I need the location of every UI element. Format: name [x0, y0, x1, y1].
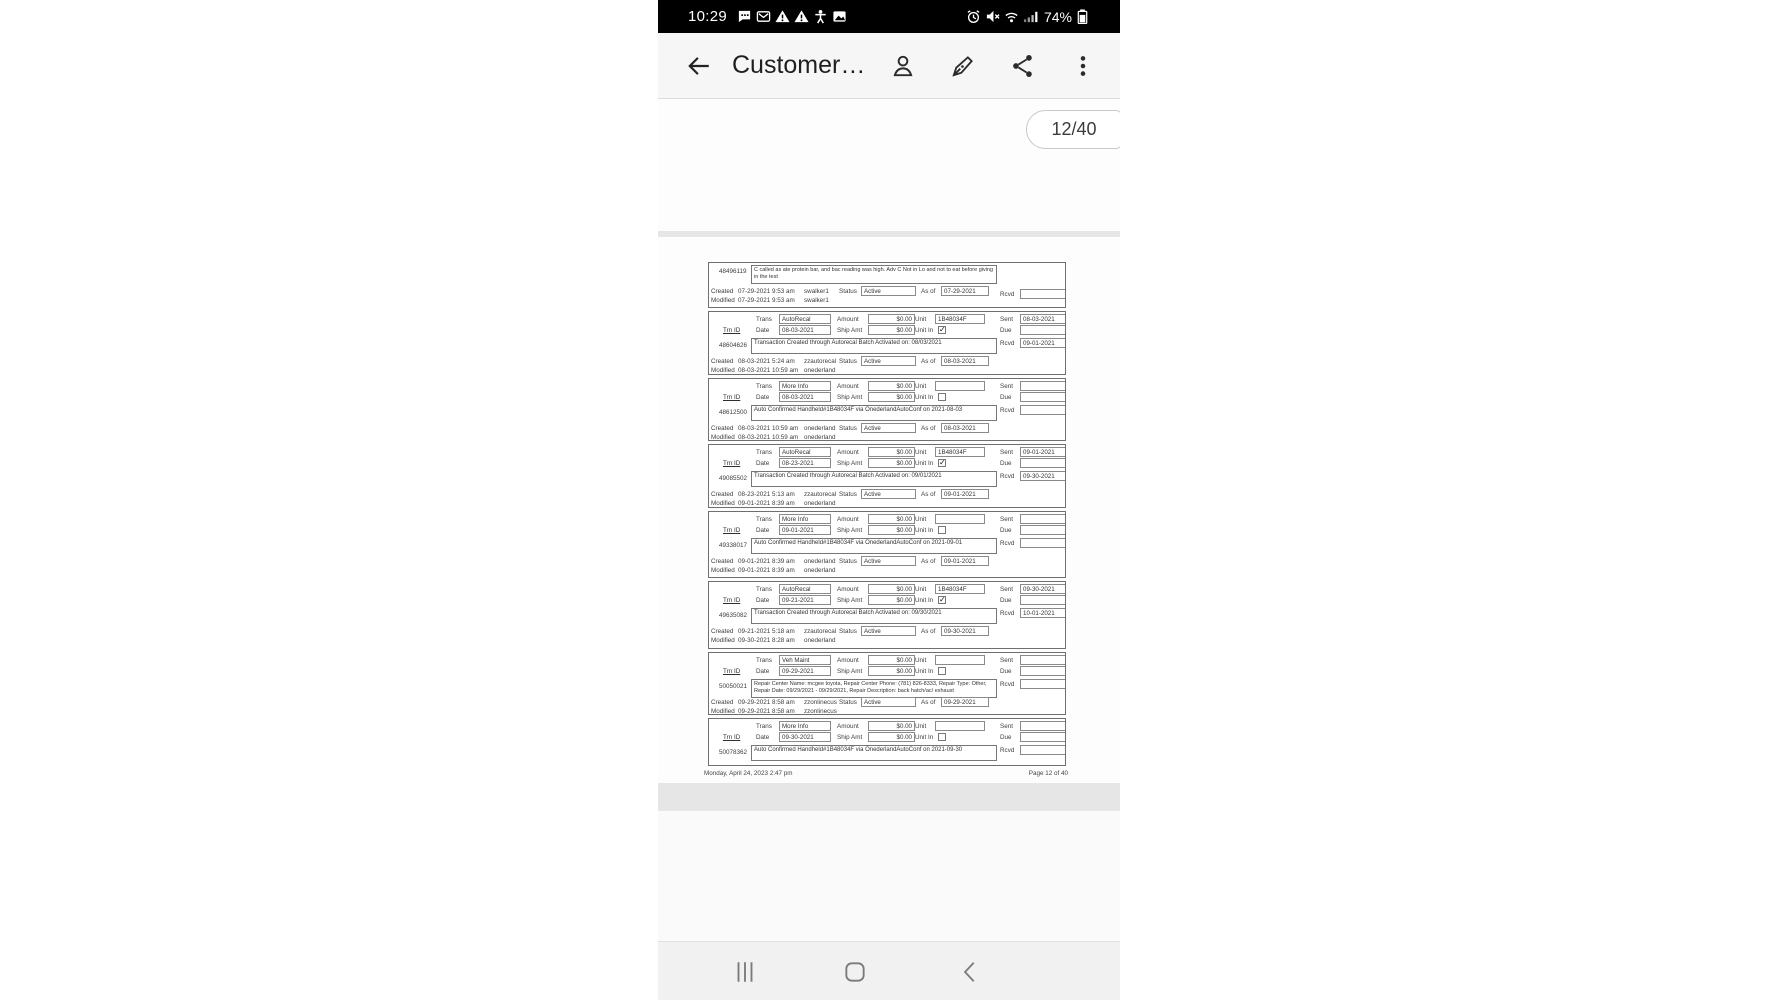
- amount-label: Amount: [837, 383, 859, 390]
- created-user: onederland: [804, 425, 836, 432]
- back-icon[interactable]: [958, 959, 984, 985]
- created-user: onederland: [804, 558, 836, 565]
- modified-user: onederland: [804, 500, 836, 507]
- unit-field: [935, 721, 985, 731]
- transaction-block: [708, 311, 1066, 375]
- sent-label: Sent: [1000, 449, 1013, 456]
- unit-field: 1B48034F: [935, 584, 985, 594]
- created-label: Created: [711, 491, 734, 498]
- created-datetime: 07-29-2021 9:53 am: [738, 288, 795, 295]
- due-label: Due: [1000, 668, 1012, 675]
- unit-in-label: Unit In: [915, 394, 934, 401]
- status-right-icons: [966, 9, 1094, 25]
- unit-in-checkbox: [938, 667, 946, 675]
- date-field: 09-21-2021: [779, 595, 831, 605]
- status-label: Status: [839, 358, 857, 365]
- trans-label: Trans: [756, 516, 772, 523]
- android-nav-bar: [658, 941, 1120, 1000]
- modified-label: Modified: [711, 708, 735, 715]
- app-bar: [658, 33, 1120, 99]
- sent-field: [1020, 514, 1066, 524]
- unit-field: [935, 655, 985, 665]
- modified-user: zzonlinecus: [804, 708, 837, 715]
- document-title: Customer…: [732, 51, 866, 79]
- unit-in-label: Unit In: [915, 527, 934, 534]
- trn-id-link[interactable]: Trn ID: [723, 734, 741, 741]
- as-of-field: 08-03-2021: [941, 356, 989, 366]
- as-of-label: As of: [921, 558, 936, 565]
- modified-user: onederland: [804, 567, 836, 574]
- amount-field: $0.00: [868, 514, 915, 524]
- status-field: Active: [861, 489, 916, 499]
- transaction-block: [708, 581, 1066, 649]
- recents-icon[interactable]: [732, 959, 758, 985]
- date-field: 08-03-2021: [779, 325, 831, 335]
- modified-datetime: 09-01-2021 8:39 am: [738, 567, 795, 574]
- transaction-id: 48496119: [719, 268, 747, 275]
- rcvd-field: 09-30-2021: [1020, 471, 1066, 481]
- due-field: [1020, 392, 1066, 402]
- unit-in-checkbox: [938, 596, 946, 604]
- due-field: [1020, 325, 1066, 335]
- due-field: [1020, 595, 1066, 605]
- trans-label: Trans: [756, 657, 772, 664]
- ship-amt-label: Ship Amt: [837, 327, 863, 334]
- rcvd-field: [1020, 289, 1066, 299]
- due-label: Due: [1000, 527, 1012, 534]
- trans-label: Trans: [756, 723, 772, 730]
- due-label: Due: [1000, 394, 1012, 401]
- unit-label: Unit: [915, 723, 927, 730]
- as-of-field: 09-29-2021: [941, 697, 989, 707]
- due-label: Due: [1000, 327, 1012, 334]
- amount-label: Amount: [837, 449, 859, 456]
- rcvd-label: Rcvd: [1000, 610, 1015, 617]
- status-field: Active: [861, 626, 916, 636]
- amount-label: Amount: [837, 516, 859, 523]
- unit-in-label: Unit In: [915, 734, 934, 741]
- due-label: Due: [1000, 734, 1012, 741]
- warning-icon: [775, 9, 790, 24]
- ship-amt-field: $0.00: [868, 392, 915, 402]
- ship-amt-label: Ship Amt: [837, 527, 863, 534]
- as-of-label: As of: [921, 699, 936, 706]
- unit-label: Unit: [915, 383, 927, 390]
- sent-label: Sent: [1000, 723, 1013, 730]
- comment-box: Repair Center Name: mcgee toyota, Repair Center Phone: (781) 826-8333, Repair Type: Other, Repair Date: 09/29/2021 - 09/29/2021, Repair Description: back hatch/ac/ exhaust: [751, 679, 997, 698]
- status-field: Active: [861, 423, 916, 433]
- date-field: 08-23-2021: [779, 458, 831, 468]
- trans-label: Trans: [756, 316, 772, 323]
- ship-amt-field: $0.00: [868, 732, 915, 742]
- trans-label: Trans: [756, 449, 772, 456]
- amount-label: Amount: [837, 657, 859, 664]
- battery-icon: [1075, 9, 1090, 24]
- unit-in-label: Unit In: [915, 327, 934, 334]
- amount-field: $0.00: [868, 584, 915, 594]
- unit-in-label: Unit In: [915, 597, 934, 604]
- footer-page-number: Page 12 of 40: [1028, 770, 1068, 777]
- share-icon[interactable]: [1010, 53, 1036, 79]
- modified-datetime: 08-03-2021 10:59 am: [738, 434, 799, 441]
- unit-label: Unit: [915, 657, 927, 664]
- unit-in-checkbox: [938, 526, 946, 534]
- sent-field: 08-03-2021: [1020, 314, 1066, 324]
- overflow-menu-icon[interactable]: [1070, 53, 1096, 79]
- date-label: Date: [756, 394, 770, 401]
- modified-datetime: 09-30-2021 8:28 am: [738, 637, 795, 644]
- unit-field: [935, 514, 985, 524]
- ship-amt-field: $0.00: [868, 525, 915, 535]
- amount-field: $0.00: [868, 447, 915, 457]
- sent-label: Sent: [1000, 657, 1013, 664]
- trans-field: AutoRecal: [779, 584, 831, 594]
- created-datetime: 08-23-2021 5:13 am: [738, 491, 795, 498]
- page-12: [658, 237, 1120, 783]
- amount-label: Amount: [837, 586, 859, 593]
- as-of-label: As of: [921, 628, 936, 635]
- created-user: swalker1: [804, 288, 829, 295]
- date-label: Date: [756, 460, 770, 467]
- rcvd-field: [1020, 538, 1066, 548]
- trn-id-link[interactable]: Trn ID: [723, 327, 741, 334]
- warning-icon: [794, 9, 809, 24]
- unit-label: Unit: [915, 516, 927, 523]
- transaction-id: 50050021: [719, 683, 748, 690]
- modified-label: Modified: [711, 637, 735, 644]
- created-datetime: 08-03-2021 10:59 am: [738, 425, 799, 432]
- amount-field: $0.00: [868, 721, 915, 731]
- status-label: Status: [839, 288, 857, 295]
- date-field: 09-29-2021: [779, 666, 831, 676]
- pdf-viewer[interactable]: [658, 100, 1120, 941]
- comment-box: Transaction Created through Autorecal Batch Activated on: 09/01/2021: [751, 471, 997, 487]
- unit-in-checkbox: [938, 459, 946, 467]
- modified-datetime: 07-29-2021 9:53 am: [738, 297, 795, 304]
- comment-box: C called as ate protein bar, and bac reading was high. Adv C Not in Lo and not to eat before giving in the test: [751, 265, 997, 284]
- as-of-label: As of: [921, 425, 936, 432]
- created-user: zzautorecal: [804, 358, 837, 365]
- transaction-id: 48612500: [719, 409, 748, 416]
- date-field: 08-03-2021: [779, 392, 831, 402]
- date-label: Date: [756, 527, 770, 534]
- unit-in-checkbox: [938, 393, 946, 401]
- modified-label: Modified: [711, 434, 735, 441]
- signal-icon: [1023, 9, 1038, 24]
- rcvd-label: Rcvd: [1000, 747, 1015, 754]
- date-label: Date: [756, 327, 770, 334]
- ship-amt-label: Ship Amt: [837, 734, 863, 741]
- trans-field: More Info: [779, 721, 831, 731]
- created-label: Created: [711, 425, 734, 432]
- battery-percent: 74%: [1043, 8, 1072, 25]
- rcvd-label: Rcvd: [1000, 540, 1015, 547]
- created-label: Created: [711, 558, 734, 565]
- modified-datetime: 09-29-2021 8:58 am: [738, 708, 795, 715]
- page-footer: [704, 770, 1068, 777]
- ship-amt-label: Ship Amt: [837, 394, 863, 401]
- phone-screen: [658, 0, 1120, 1000]
- due-field: [1020, 525, 1066, 535]
- trans-field: More Info: [779, 381, 831, 391]
- sent-field: 09-01-2021: [1020, 447, 1066, 457]
- transaction-block: [708, 511, 1066, 578]
- gmail-icon: [756, 9, 771, 24]
- modified-label: Modified: [711, 500, 735, 507]
- due-field: [1020, 666, 1066, 676]
- profile-icon[interactable]: [890, 53, 916, 79]
- created-user: zzautorecal: [804, 628, 837, 635]
- photo-icon: [832, 9, 847, 24]
- trn-id-link[interactable]: Trn ID: [723, 527, 741, 534]
- amount-label: Amount: [837, 316, 859, 323]
- date-label: Date: [756, 597, 770, 604]
- comment-box: Transaction Created through Autorecal Batch Activated on: 09/30/2021: [751, 608, 997, 624]
- modified-user: onederland: [804, 367, 836, 374]
- modified-datetime: 09-01-2021 8:39 am: [738, 500, 795, 507]
- as-of-field: 09-01-2021: [941, 556, 989, 566]
- page-indicator-chip[interactable]: [1026, 110, 1120, 149]
- modified-user: onederland: [804, 637, 836, 644]
- wifi-icon: [1004, 9, 1019, 24]
- amount-field: $0.00: [868, 314, 915, 324]
- page-indicator-text: 12/40: [1051, 119, 1097, 139]
- created-datetime: 09-29-2021 8:58 am: [738, 699, 795, 706]
- created-label: Created: [711, 358, 734, 365]
- ship-amt-field: $0.00: [868, 666, 915, 676]
- back-arrow-icon[interactable]: [686, 53, 712, 79]
- unit-field: [935, 381, 985, 391]
- due-field: [1020, 458, 1066, 468]
- unit-label: Unit: [915, 586, 927, 593]
- transaction-id: 49635082: [719, 612, 748, 619]
- rcvd-field: [1020, 745, 1066, 755]
- sent-label: Sent: [1000, 516, 1013, 523]
- status-field: Active: [861, 556, 916, 566]
- ship-amt-field: $0.00: [868, 325, 915, 335]
- modified-user: swalker1: [804, 297, 829, 304]
- home-icon[interactable]: [842, 959, 868, 985]
- sent-field: [1020, 655, 1066, 665]
- transaction-id: 50078362: [719, 749, 748, 756]
- transaction-id: 48604626: [719, 342, 748, 349]
- created-user: zzonlinecus: [804, 699, 837, 706]
- modified-label: Modified: [711, 567, 735, 574]
- alarm-icon: [966, 9, 981, 24]
- created-label: Created: [711, 288, 734, 295]
- unit-label: Unit: [915, 449, 927, 456]
- rcvd-label: Rcvd: [1000, 681, 1015, 688]
- ship-amt-field: $0.00: [868, 595, 915, 605]
- ship-amt-field: $0.00: [868, 458, 915, 468]
- trans-field: Veh Maint: [779, 655, 831, 665]
- comment-box: Auto Confirmed Handheld#1B48034F via OnederlandAutoConf on 2021-09-01: [751, 538, 997, 554]
- transaction-block: [708, 378, 1066, 441]
- date-label: Date: [756, 734, 770, 741]
- modified-label: Modified: [711, 297, 735, 304]
- as-of-label: As of: [921, 288, 936, 295]
- status-time: 10:29: [688, 8, 728, 25]
- rcvd-field: [1020, 679, 1066, 689]
- ship-amt-label: Ship Amt: [837, 597, 863, 604]
- sent-label: Sent: [1000, 316, 1013, 323]
- as-of-field: 07-29-2021: [941, 286, 989, 296]
- modified-datetime: 08-03-2021 10:59 am: [738, 367, 799, 374]
- amount-label: Amount: [837, 723, 859, 730]
- created-datetime: 09-01-2021 8:39 am: [738, 558, 795, 565]
- unit-field: 1B48034F: [935, 447, 985, 457]
- transaction-id: 49338017: [719, 542, 748, 549]
- date-label: Date: [756, 668, 770, 675]
- trans-field: More Info: [779, 514, 831, 524]
- status-label: Status: [839, 425, 857, 432]
- transaction-block: [708, 652, 1066, 715]
- created-datetime: 09-21-2021 5:18 am: [738, 628, 795, 635]
- unit-in-label: Unit In: [915, 668, 934, 675]
- accessibility-icon: [813, 9, 828, 24]
- trn-id-link[interactable]: Trn ID: [723, 668, 741, 675]
- date-field: 09-30-2021: [779, 732, 831, 742]
- amount-field: $0.00: [868, 381, 915, 391]
- due-label: Due: [1000, 460, 1012, 467]
- as-of-label: As of: [921, 491, 936, 498]
- app-bar-actions: [890, 53, 1096, 79]
- transaction-block: [708, 718, 1066, 766]
- transaction-block: [708, 444, 1066, 508]
- unit-label: Unit: [915, 316, 927, 323]
- trn-id-link[interactable]: Trn ID: [723, 394, 741, 401]
- rcvd-field: [1020, 405, 1066, 415]
- rcvd-label: Rcvd: [1000, 340, 1015, 347]
- as-of-label: As of: [921, 358, 936, 365]
- pen-icon[interactable]: [950, 53, 976, 79]
- trans-label: Trans: [756, 383, 772, 390]
- rcvd-label: Rcvd: [1000, 473, 1015, 480]
- status-field: Active: [861, 697, 916, 707]
- as-of-field: 08-03-2021: [941, 423, 989, 433]
- trans-field: AutoRecal: [779, 314, 831, 324]
- sent-label: Sent: [1000, 586, 1013, 593]
- status-field: Active: [861, 286, 916, 296]
- unit-in-checkbox: [938, 733, 946, 741]
- due-field: [1020, 732, 1066, 742]
- status-label: Status: [839, 491, 857, 498]
- footer-datetime: Monday, April 24, 2023 2:47 pm: [704, 770, 793, 777]
- due-label: Due: [1000, 597, 1012, 604]
- sent-field: [1020, 381, 1066, 391]
- status-label: Status: [839, 628, 857, 635]
- trn-id-link[interactable]: Trn ID: [723, 460, 741, 467]
- rcvd-label: Rcvd: [1000, 407, 1015, 414]
- date-field: 09-01-2021: [779, 525, 831, 535]
- created-label: Created: [711, 699, 734, 706]
- ship-amt-label: Ship Amt: [837, 460, 863, 467]
- sent-field: 09-30-2021: [1020, 584, 1066, 594]
- trans-field: AutoRecal: [779, 447, 831, 457]
- comment-box: Transaction Created through Autorecal Batch Activated on: 08/03/2021: [751, 338, 997, 354]
- mute-icon: [985, 9, 1000, 24]
- rcvd-field: 09-01-2021: [1020, 338, 1066, 348]
- transaction-blocks: [708, 262, 1066, 766]
- trans-label: Trans: [756, 586, 772, 593]
- created-datetime: 08-03-2021 5:24 am: [738, 358, 795, 365]
- status-label: Status: [839, 699, 857, 706]
- created-user: zzautorecal: [804, 491, 837, 498]
- rcvd-field: 10-01-2021: [1020, 608, 1066, 618]
- chat-notification-icon: [737, 9, 752, 24]
- transaction-id: 49085502: [719, 475, 748, 482]
- ship-amt-label: Ship Amt: [837, 668, 863, 675]
- rcvd-label: Rcvd: [1000, 291, 1015, 298]
- transaction-block: [708, 262, 1066, 308]
- modified-user: onederland: [804, 434, 836, 441]
- comment-box: Auto Confirmed Handheld#1B48034F via OnederlandAutoConf on 2021-09-30: [751, 745, 997, 761]
- status-field: Active: [861, 356, 916, 366]
- comment-box: Auto Confirmed Handheld#1B48034F via OnederlandAutoConf on 2021-08-03: [751, 405, 997, 421]
- sent-field: [1020, 721, 1066, 731]
- sent-label: Sent: [1000, 383, 1013, 390]
- as-of-field: 09-01-2021: [941, 489, 989, 499]
- as-of-field: 09-30-2021: [941, 626, 989, 636]
- unit-in-label: Unit In: [915, 460, 934, 467]
- trn-id-link[interactable]: Trn ID: [723, 597, 741, 604]
- status-bar: [658, 0, 1120, 33]
- unit-in-checkbox: [938, 326, 946, 334]
- modified-label: Modified: [711, 367, 735, 374]
- amount-field: $0.00: [868, 655, 915, 665]
- created-label: Created: [711, 628, 734, 635]
- page-13-partial: [658, 811, 1120, 941]
- unit-field: 1B48034F: [935, 314, 985, 324]
- status-label: Status: [839, 558, 857, 565]
